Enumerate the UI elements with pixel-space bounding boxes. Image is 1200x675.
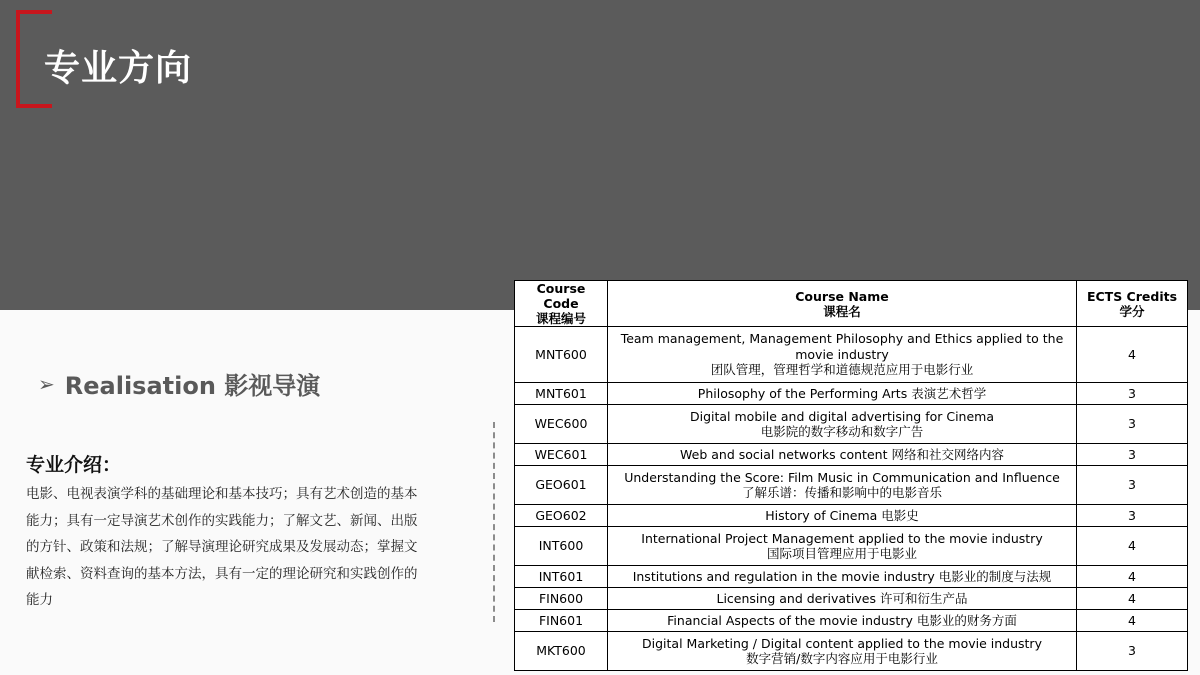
table-row	[515, 466, 1188, 505]
course-code: GEO602	[515, 505, 608, 527]
course-name-en: Licensing and derivatives 许可和衍生产品	[716, 590, 968, 606]
course-credits: 4	[1077, 566, 1188, 588]
page-title: 专业方向	[44, 48, 193, 89]
dashed-divider	[493, 422, 495, 622]
course-name	[608, 588, 1077, 610]
table-row	[515, 527, 1188, 566]
course-code: FIN600	[515, 588, 608, 610]
course-code: INT601	[515, 566, 608, 588]
course-name-en: Digital mobile and digital advertising for Cinema	[689, 408, 995, 424]
table-row	[515, 505, 1188, 527]
course-credits: 3	[1077, 383, 1188, 405]
course-code: MNT600	[515, 327, 608, 383]
header-course-code	[515, 281, 608, 327]
course-name	[608, 466, 1077, 505]
course-code: FIN601	[515, 610, 608, 632]
course-name-zh: 团队管理，管理哲学和道德规范应用于电影行业	[710, 362, 974, 378]
course-name-en: Team management, Management Philosophy and Ethics applied to the movie industry	[620, 331, 1064, 362]
header-code-zh: 课程编号	[535, 311, 586, 326]
header-name-zh: 课程名	[823, 303, 861, 319]
table-row	[515, 327, 1188, 383]
course-credits: 3	[1077, 466, 1188, 505]
course-table	[514, 280, 1188, 671]
header-credits-en: ECTS Credits	[1086, 288, 1178, 304]
table-header-row	[515, 281, 1188, 327]
course-code: WEC600	[515, 405, 608, 444]
course-code: WEC601	[515, 444, 608, 466]
intro-line: 能力	[26, 592, 53, 609]
table-row	[515, 588, 1188, 610]
header-course-name	[608, 281, 1077, 327]
table-row	[515, 405, 1188, 444]
course-code: MNT601	[515, 383, 608, 405]
course-name-en: Philosophy of the Performing Arts 表演艺术哲学	[697, 385, 987, 401]
course-credits: 3	[1077, 444, 1188, 466]
header-credits	[1077, 281, 1188, 327]
course-name-en: History of Cinema 电影史	[765, 507, 919, 523]
table-row	[515, 444, 1188, 466]
course-credits: 3	[1077, 405, 1188, 444]
course-credits: 4	[1077, 588, 1188, 610]
course-code: MKT600	[515, 632, 608, 671]
course-name	[608, 527, 1077, 566]
course-credits: 4	[1077, 610, 1188, 632]
course-name	[608, 405, 1077, 444]
intro-line: 的方针、政策和法规；了解导演理论研究成果及发展动态；掌握文	[26, 539, 418, 556]
course-name	[608, 505, 1077, 527]
course-credits: 3	[1077, 505, 1188, 527]
course-name	[608, 383, 1077, 405]
course-credits: 3	[1077, 632, 1188, 671]
course-name	[608, 327, 1077, 383]
header-credits-zh: 学分	[1119, 303, 1145, 319]
course-name-zh: 数字营销/数字内容应用于电影行业	[746, 651, 938, 666]
table-row	[515, 632, 1188, 671]
header-code-en: Course Code	[536, 281, 586, 311]
course-name	[608, 632, 1077, 671]
intro-line: 电影、电视表演学科的基础理论和基本技巧；具有艺术创造的基本	[26, 486, 418, 502]
course-name-en: Institutions and regulation in the movie industry 电影业的制度与法规	[632, 568, 1052, 584]
course-name-zh: 了解乐谱：传播和影响中的电影音乐	[741, 485, 942, 500]
intro-title: 专业介绍：	[26, 454, 122, 476]
table-row	[515, 566, 1188, 588]
course-name	[608, 566, 1077, 588]
intro-line: 能力；具有一定导演艺术创作的实践能力；了解文艺、新闻、出版	[26, 512, 418, 529]
intro-line: 献检索、资料查询的基本方法，具有一定的理论研究和实践创作的	[26, 565, 418, 582]
course-code: GEO601	[515, 466, 608, 505]
intro-body	[26, 481, 466, 614]
header-name-en: Course Name	[795, 288, 889, 304]
course-name	[608, 610, 1077, 632]
program-name: Realisation 影视导演	[64, 372, 321, 400]
course-name-en: International Project Management applied to the movie industry	[641, 530, 1043, 546]
program-heading	[38, 366, 320, 401]
arrow-bullet-icon: ➢	[38, 371, 55, 396]
course-code: INT600	[515, 527, 608, 566]
course-name-en: Understanding the Score: Film Music in Communication and Influence	[624, 469, 1060, 485]
course-credits: 4	[1077, 527, 1188, 566]
course-name-zh: 电影院的数字移动和数字广告	[760, 424, 924, 439]
course-name	[608, 444, 1077, 466]
course-name-en: Financial Aspects of the movie industry 电影业的财务方面	[667, 612, 1017, 628]
course-name-zh: 国际项目管理应用于电影业	[766, 546, 917, 561]
course-name-en: Web and social networks content 网络和社交网络内容	[680, 446, 1004, 462]
course-credits: 4	[1077, 327, 1188, 383]
table-row	[515, 383, 1188, 405]
course-name-en: Digital Marketing / Digital content applied to the movie industry	[642, 635, 1042, 651]
table-row	[515, 610, 1188, 632]
